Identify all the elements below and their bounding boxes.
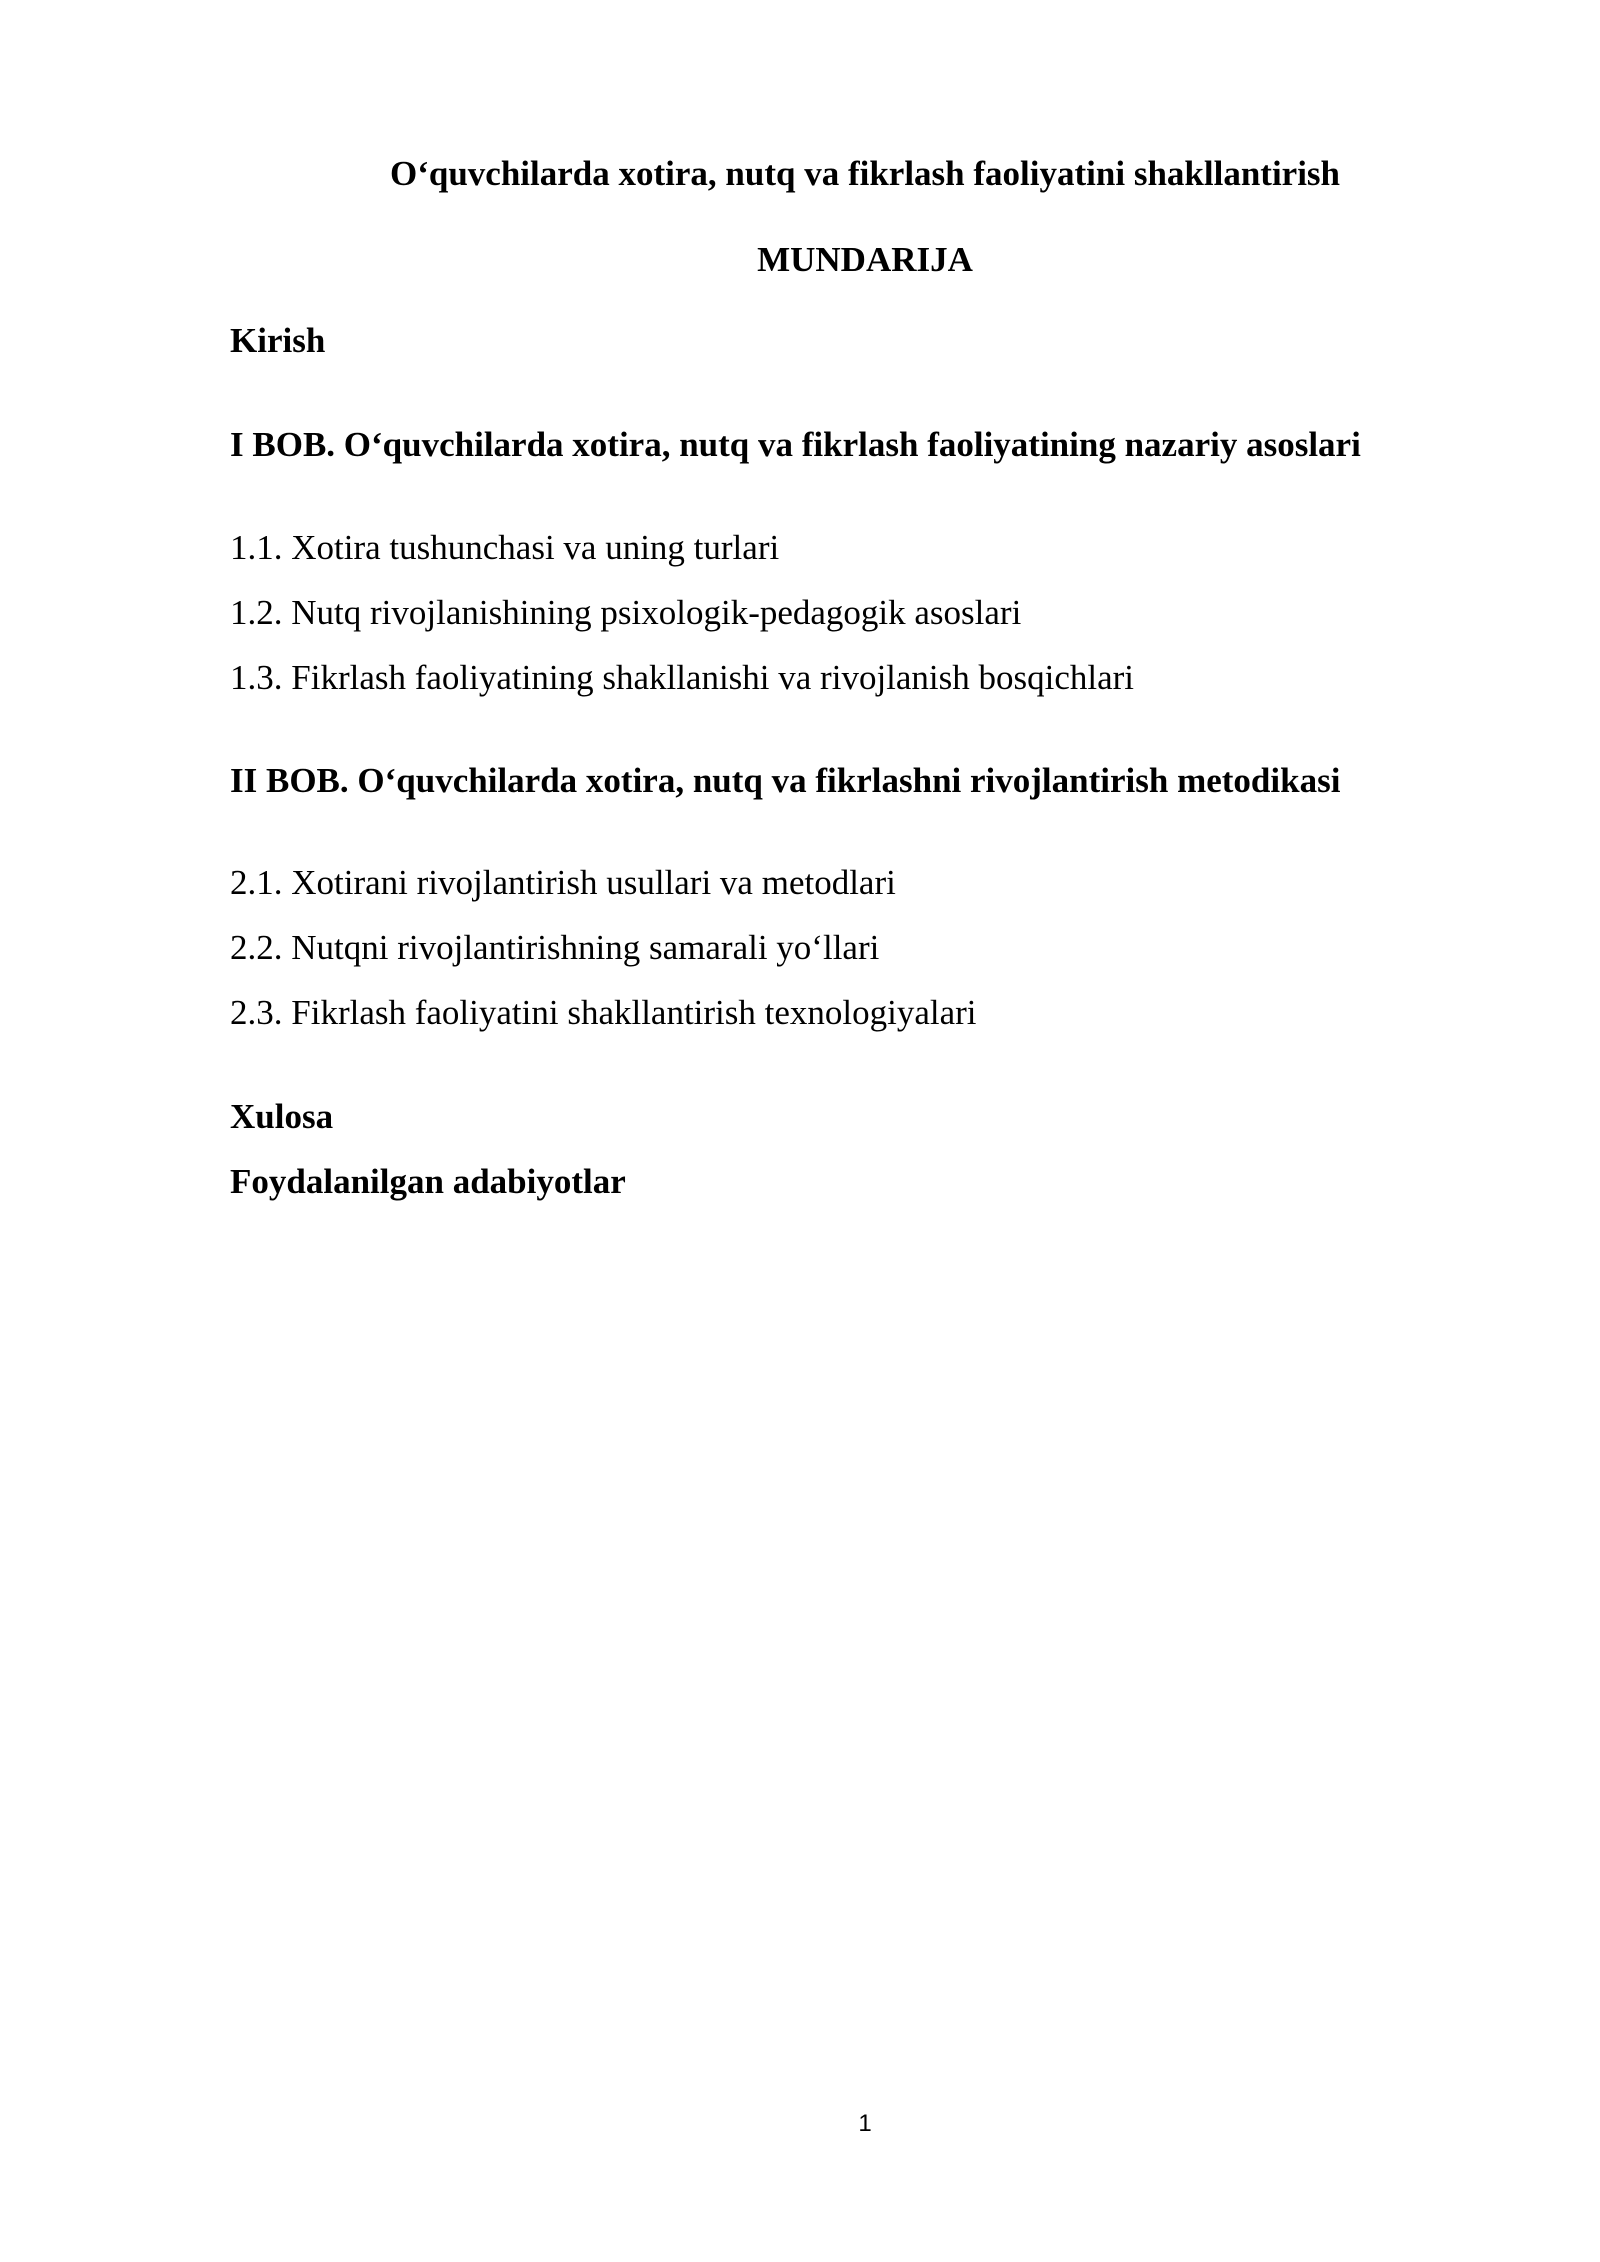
toc-entry-section-2-2: 2.2. Nutqni rivojlantirishning samarali yo‘llari: [230, 928, 880, 967]
toc-entry-section-1-1: 1.1. Xotira tushunchasi va uning turlari: [230, 528, 780, 567]
document-title: O‘quvchilarda xotira, nutq va fikrlash faoliyatini shakllantirish: [389, 154, 1341, 193]
toc-entry-intro: Kirish: [230, 321, 326, 360]
toc-entry-chapter1: I BOB. O‘quvchilarda xotira, nutq va fikrlash faoliyatining nazariy asoslari: [230, 425, 1361, 464]
toc-heading: MUNDARIJA: [757, 240, 973, 279]
toc-entry-section-2-1: 2.1. Xotirani rivojlantirish usullari va metodlari: [230, 863, 896, 902]
toc-entry-section-1-2: 1.2. Nutq rivojlanishining psixologik-pedagogik asoslari: [230, 593, 1022, 632]
toc-entry-conclusion: Xulosa: [230, 1097, 334, 1136]
toc-entry-references: Foydalanilgan adabiyotlar: [230, 1162, 626, 1201]
toc-entry-chapter2: II BOB. O‘quvchilarda xotira, nutq va fikrlashni rivojlantirish metodikasi: [230, 761, 1341, 800]
page-number: 1: [858, 2110, 872, 2137]
toc-entry-section-1-3: 1.3. Fikrlash faoliyatining shakllanishi va rivojlanish bosqichlari: [230, 658, 1135, 697]
toc-entry-section-2-3: 2.3. Fikrlash faoliyatini shakllantirish texnologiyalari: [230, 993, 977, 1032]
